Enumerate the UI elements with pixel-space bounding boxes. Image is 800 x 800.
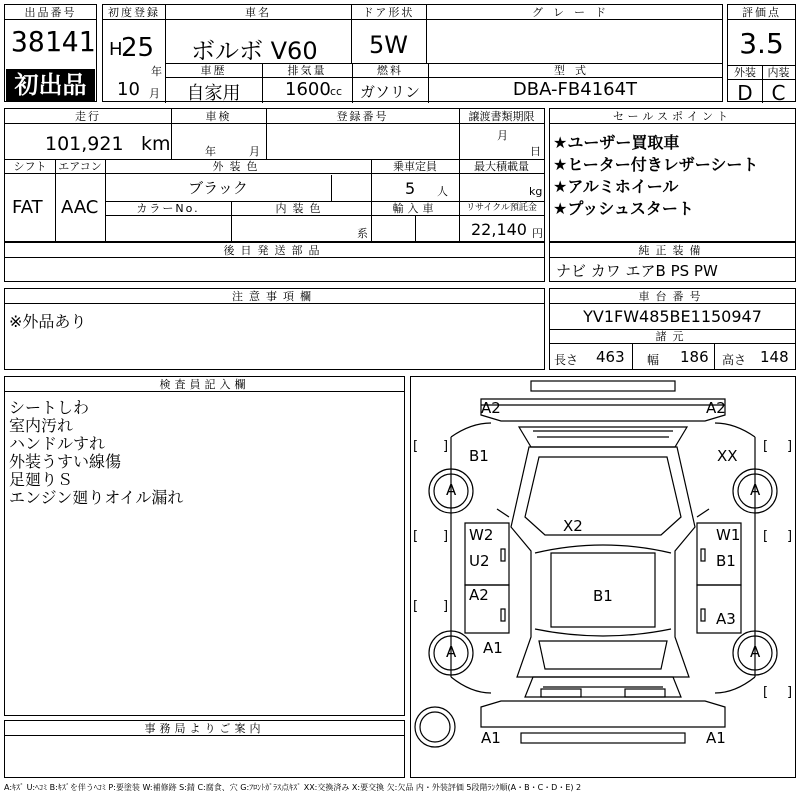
car-name-label: 車名: [165, 5, 351, 20]
sales-points-box: [549, 108, 796, 242]
inspection-label: 車検: [171, 109, 266, 124]
transfer-label: 譲渡書類期限: [459, 109, 544, 124]
recycle-label: リサイクル預託金: [459, 201, 544, 216]
mark-quarter-left: B1: [469, 447, 489, 465]
car-name-value: ボルボ V60: [191, 37, 318, 65]
mark-cabin: B1: [593, 587, 613, 605]
capacity-value: 5: [405, 179, 416, 198]
length-value: 463: [596, 348, 625, 366]
doors-label: ドア形状: [351, 5, 426, 20]
mark-rear-door-left-1: W2: [469, 526, 494, 544]
capacity-label: 乗車定員: [371, 159, 459, 174]
mark-rear-door-right-1: W1: [716, 526, 741, 544]
first-reg-label: 初度登録: [103, 5, 165, 20]
notes-value: ※外品あり: [9, 312, 87, 331]
inspector-label: 検査員記入欄: [5, 377, 404, 392]
sales-point-4: ★プッシュスタート: [553, 199, 694, 218]
shift-value: FAT: [12, 197, 43, 218]
registration-label: 登録番号: [266, 109, 459, 124]
mark-fender-left: A1: [483, 639, 503, 657]
inspection-year-unit: 年: [205, 145, 216, 158]
sales-point-3: ★アルミホイール: [553, 177, 679, 196]
shift-label: シフト: [5, 159, 55, 174]
bracket-left-1: [: [413, 439, 419, 454]
dimensions-label: 諸元: [550, 329, 795, 344]
bracket-right-4: ]: [787, 529, 793, 544]
first-reg-era: H: [109, 39, 123, 60]
inspector-line-4: 外装うすい線傷: [9, 452, 122, 471]
mileage-value: 101,921: [45, 133, 124, 155]
inspector-box: [4, 376, 405, 716]
lot-number: 38141: [11, 25, 96, 58]
inspector-line-6: エンジン廻りオイル漏れ: [9, 488, 184, 507]
exterior-color-label: 外装色: [105, 159, 371, 174]
inspector-line-1: シートしわ: [9, 398, 90, 417]
interior-score-label: 内装: [762, 65, 795, 80]
first-reg-year-unit: 年: [151, 65, 162, 78]
bracket-right-1: ]: [443, 439, 449, 454]
details-box: [4, 108, 545, 242]
mark-rear-door-left-2: U2: [469, 552, 490, 570]
later-parts-label: 後日発送部品: [5, 243, 544, 258]
bracket-right-5: ]: [443, 599, 449, 614]
transfer-month-unit: 月: [497, 129, 508, 142]
bracket-left-5: [: [413, 599, 419, 614]
aircon-label: エアコン: [55, 159, 105, 174]
mark-roof: X2: [563, 517, 583, 535]
mark-rear-door-right-2: B1: [716, 552, 736, 570]
max-load-label: 最大積載量: [459, 159, 544, 174]
exterior-score: D: [737, 81, 753, 105]
first-reg-month-unit: 月: [149, 87, 160, 100]
mark-front-left: A1: [481, 729, 501, 747]
displacement-unit: cc: [330, 85, 343, 98]
fuel-value: ガソリン: [359, 83, 420, 101]
bracket-right-6: ]: [787, 685, 793, 700]
notes-label: 注意事項欄: [5, 289, 544, 304]
chassis-label: 車台番号: [550, 289, 795, 304]
mark-front-door-left: A2: [469, 586, 489, 604]
fuel-label: 燃料: [352, 63, 428, 78]
length-label: 長さ: [554, 353, 579, 367]
history-label: 車歴: [165, 63, 262, 78]
doors-value: 5W: [369, 31, 408, 59]
bracket-left-2: [: [763, 439, 769, 454]
inspector-line-3: ハンドルすれ: [9, 434, 106, 453]
mileage-label: 走行: [5, 109, 171, 124]
lot-label: 出品番号: [5, 5, 96, 20]
later-parts-box: [4, 242, 545, 282]
import-label: 輸入車: [371, 201, 459, 216]
mark-wheel-rear-right: A: [750, 481, 761, 499]
notes-box: [4, 288, 545, 370]
model-label: 型式: [428, 63, 722, 78]
width-value: 186: [680, 348, 709, 366]
mark-rear-left: A2: [481, 399, 501, 417]
sales-point-2: ★ヒーター付きレザーシート: [553, 155, 759, 174]
height-value: 148: [760, 348, 789, 366]
displacement-label: 排気量: [262, 63, 352, 78]
sales-point-1: ★ユーザー買取車: [553, 133, 680, 152]
car-body-outline: [411, 377, 795, 777]
bracket-right-2: ]: [787, 439, 793, 454]
score-box: [727, 4, 796, 105]
exterior-score-label: 外装: [728, 65, 762, 80]
equipment-value: ナビ カワ エアB PS PW: [556, 262, 718, 280]
max-load-unit: kg: [529, 185, 543, 198]
height-label: 高さ: [722, 353, 747, 367]
model-value: DBA-FB4164T: [512, 79, 638, 100]
mark-wheel-front-right: A: [750, 643, 761, 661]
chassis-value: YV1FW485BE1150947: [583, 307, 762, 326]
chassis-box: [549, 288, 796, 370]
history-value: 自家用: [186, 83, 241, 104]
first-reg-month: 10: [117, 79, 140, 100]
bracket-left-4: [: [763, 529, 769, 544]
aircon-value: AAC: [61, 197, 99, 218]
transfer-day-unit: 日: [530, 145, 541, 158]
car-diagram: [410, 376, 796, 778]
inspection-month-unit: 月: [249, 145, 260, 158]
interior-score: C: [771, 81, 786, 105]
bracket-left-3: [: [413, 529, 419, 544]
bracket-right-3: ]: [443, 529, 449, 544]
mark-rear-right: A2: [706, 399, 726, 417]
office-label: 事務局よりご案内: [5, 721, 404, 736]
office-box: [4, 720, 405, 778]
first-listing-badge: 初出品: [6, 69, 95, 101]
equipment-label: 純正装備: [550, 243, 795, 258]
score-label: 評価点: [728, 5, 795, 20]
score-value: 3.5: [739, 27, 784, 60]
mark-quarter-right: XX: [717, 447, 738, 465]
vehicle-info-box: [102, 4, 723, 102]
equipment-box: [549, 242, 796, 282]
bracket-left-6: [: [763, 685, 769, 700]
mileage-unit: km: [141, 133, 171, 155]
recycle-unit: 円: [532, 227, 543, 240]
first-reg-year: 25: [121, 33, 155, 63]
width-label: 幅: [647, 353, 660, 367]
interior-color-suffix: 系: [357, 227, 368, 240]
mark-front-right: A1: [706, 729, 726, 747]
grade-label: グレード: [426, 5, 722, 20]
recycle-value: 22,140: [471, 220, 527, 239]
interior-color-label: 内装色: [231, 201, 371, 216]
displacement-value: 1600: [285, 79, 331, 100]
mark-front-door-right: A3: [716, 610, 736, 628]
inspector-line-2: 室内汚れ: [9, 416, 74, 435]
lot-box: [4, 4, 97, 102]
sales-points-label: セールスポイント: [550, 109, 795, 124]
mark-wheel-front-left: A: [446, 643, 457, 661]
legend-text: A:ｷｽﾞ U:ﾍｺﾐ B:ｷｽﾞを伴うﾍｺﾐ P:要塗装 W:補修跡 S:錆 C:腐食、穴 G:ﾌﾛﾝﾄｶﾞﾗｽ点ｷｽﾞ XX:交換済み X:要交換 欠:欠品 内・外装評価 5段階ﾗﾝｸ順(A・B・C・D・E) 2: [4, 783, 582, 792]
inspector-line-5: 足廻りＳ: [9, 470, 74, 489]
exterior-color-value: ブラック: [188, 179, 248, 197]
mark-wheel-rear-left: A: [446, 481, 457, 499]
color-no-label: カラーNo.: [105, 201, 231, 216]
capacity-unit: 人: [437, 185, 448, 198]
